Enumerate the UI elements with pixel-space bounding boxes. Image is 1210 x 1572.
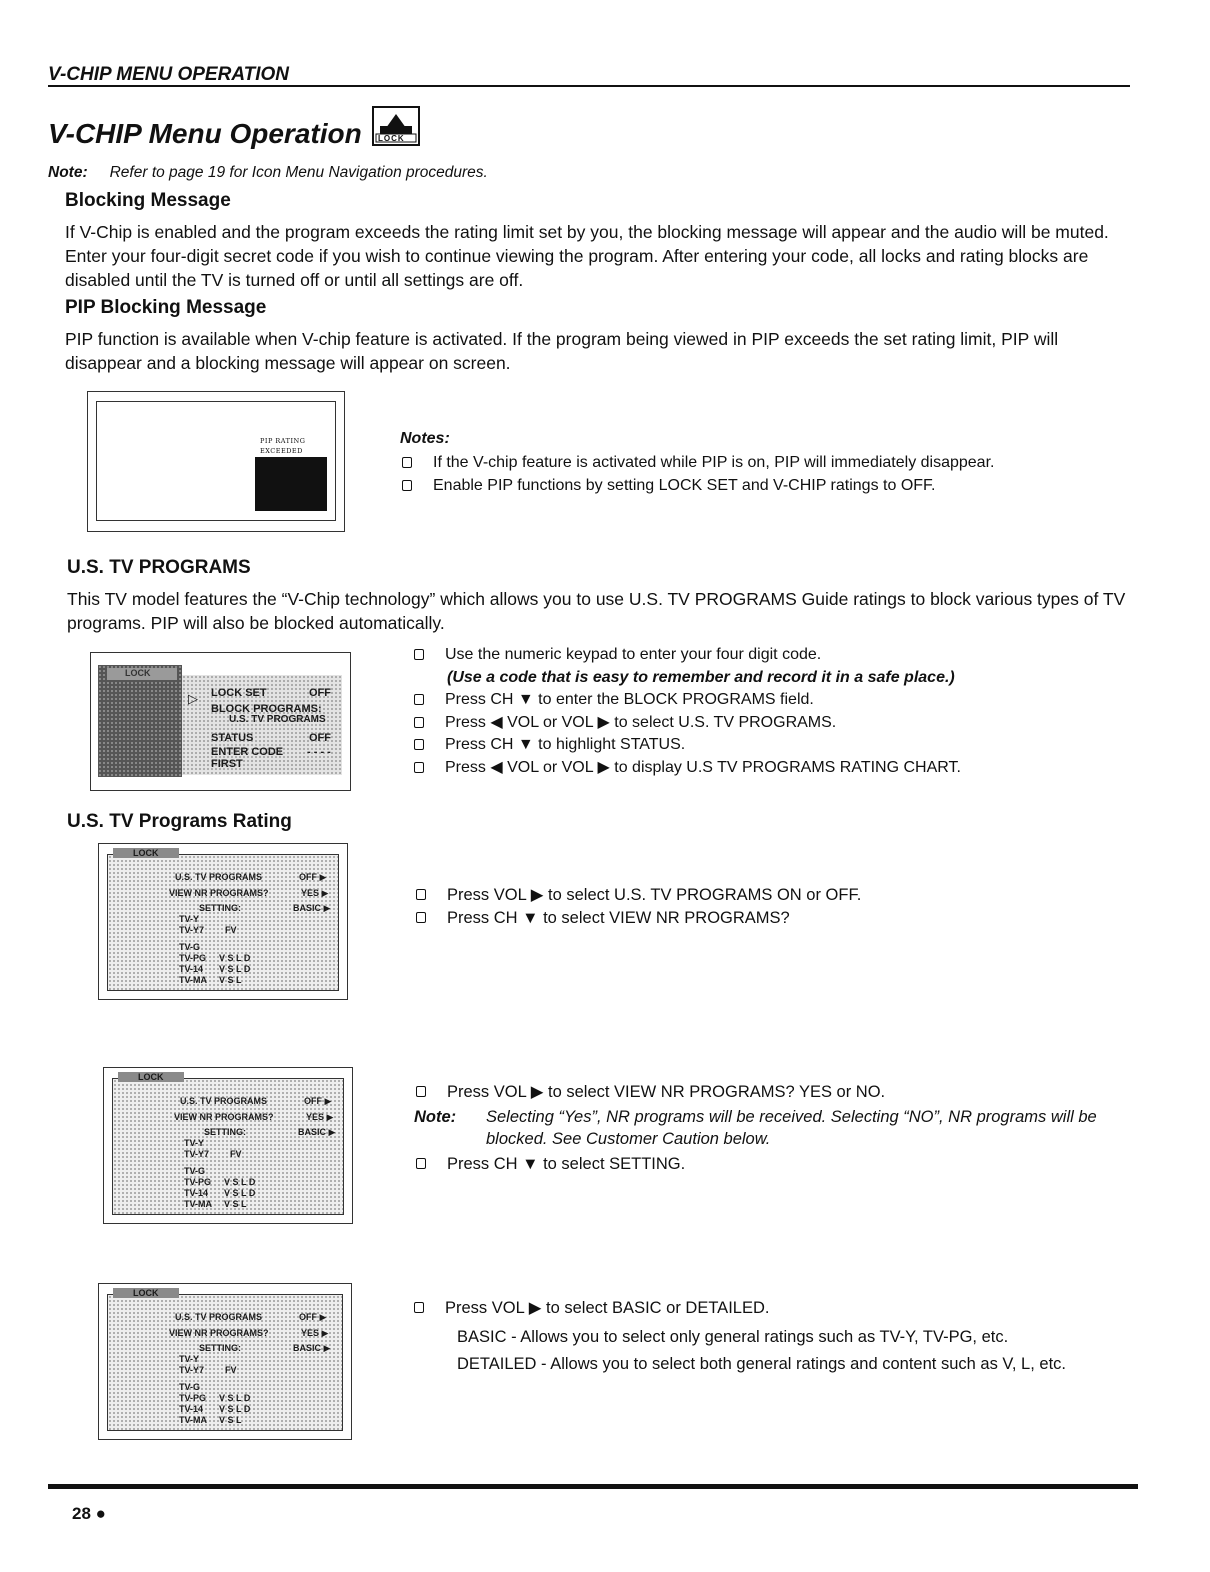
pip-rating-text: PIP RATING <box>260 437 306 445</box>
rating-menu-text: SETTING: <box>204 1127 246 1137</box>
rating-menu-text: FV <box>225 925 237 935</box>
list-item: Press VOL ▶ to select BASIC or DETAILED. <box>412 1297 1066 1320</box>
rating-menu-text: TV-PG <box>184 1177 212 1187</box>
rating-menu-text: TV-Y7 <box>179 925 205 935</box>
rating-menu-screenshot-3 <box>98 1283 352 1440</box>
nav-note <box>48 164 488 182</box>
rating-heading: U.S. TV Programs Rating <box>67 811 292 832</box>
section-header: V-CHIP MENU OPERATION <box>48 64 290 85</box>
nr-note: Note: Selecting “Yes”, NR programs will be received. Selecting “NO”, NR programs will be blocked. See Customer Caution below. <box>414 1107 1097 1148</box>
bullet-box-icon <box>414 739 424 750</box>
blocking-text: If V-Chip is enabled and the program exceeds the rating limit set by you, the blocking message will appear and the audio will be muted. Enter your four-digit secret code if you wish to continue viewing the program. After entering your code, all locks and rating blocks are disabled until the TV is turned off or until all settings are off. <box>65 222 1109 290</box>
rating-menu-text: TV-MA <box>179 975 207 985</box>
rating-menu-text: OFF ▶ <box>299 872 327 882</box>
menu-status-val: OFF <box>309 732 331 744</box>
menu-tab-lock: LOCK <box>107 668 177 680</box>
list-item: Press VOL ▶ to select U.S. TV PROGRAMS ON or OFF. <box>414 884 861 907</box>
rating-menu-text: FV <box>225 1365 237 1375</box>
rating-menu-text: BASIC ▶ <box>293 1343 331 1353</box>
rating-menu-text: TV-MA <box>179 1415 207 1425</box>
rating-menu-text: SETTING: <box>199 903 241 913</box>
list-item: Press CH ▼ to highlight STATUS. <box>412 734 961 757</box>
rating-menu-text: TV-14 <box>184 1188 209 1198</box>
rating-menu-text: TV-PG <box>179 1393 207 1403</box>
rating-menu-text: VIEW NR PROGRAMS? <box>169 1328 269 1338</box>
bullet-box-icon <box>402 457 412 468</box>
rating-menu-text: V S L <box>219 975 242 985</box>
rating-menu-tab-lock: LOCK <box>113 1288 179 1298</box>
bullet-box-icon <box>414 649 424 660</box>
rating-menu-screenshot-1 <box>98 843 348 1000</box>
rating-menu-text: YES ▶ <box>306 1112 334 1122</box>
bullet-box-icon <box>414 717 424 728</box>
rating-menu-text: V S L D <box>219 964 251 974</box>
rating-menu-text: OFF ▶ <box>304 1096 332 1106</box>
rating-menu-text: TV-G <box>179 942 201 952</box>
rating-menu-text: TV-MA <box>184 1199 212 1209</box>
list-item: Use the numeric keypad to enter your four digit code. <box>412 644 961 667</box>
blocking-heading: Blocking Message <box>65 190 231 211</box>
rating-menu-text: VIEW NR PROGRAMS? <box>174 1112 274 1122</box>
lock-menu-screenshot <box>90 652 351 791</box>
page-title: V-CHIP Menu Operation <box>48 118 362 149</box>
bullet-box-icon <box>414 694 424 705</box>
rating-menu-text: TV-14 <box>179 964 204 974</box>
list-item: Enable PIP functions by setting LOCK SET and V-CHIP ratings to OFF. <box>400 475 994 498</box>
lock-menu-icon <box>372 106 420 146</box>
bullet-box-icon <box>414 1302 424 1313</box>
rating-menu-text: OFF ▶ <box>299 1312 327 1322</box>
bullet-box-icon <box>416 912 426 923</box>
rating-menu-tab-lock: LOCK <box>113 848 179 858</box>
list-item: Press VOL ▶ to select VIEW NR PROGRAMS? YES or NO. <box>414 1081 1134 1104</box>
rating-menu-text: TV-Y7 <box>184 1149 210 1159</box>
rating-menu-text: SETTING: <box>199 1343 241 1353</box>
footer-rule <box>48 1484 1138 1489</box>
menu-enter-code-val: - - - - <box>307 746 331 758</box>
list-item: Press ◀ VOL or VOL ▶ to select U.S. TV PROGRAMS. <box>412 712 961 735</box>
menu-block-programs: BLOCK PROGRAMS: <box>211 703 322 715</box>
detailed-description: DETAILED - Allows you to select both general ratings and content such as V, L, etc. <box>457 1355 1067 1373</box>
rating-menu-text: U.S. TV PROGRAMS <box>175 872 263 882</box>
rating-menu-text: BASIC ▶ <box>298 1127 336 1137</box>
rating-menu-text: TV-Y <box>184 1138 205 1148</box>
rating-menu-text: V S L D <box>219 1404 251 1414</box>
rating-steps-3 <box>412 1297 1066 1376</box>
rating-steps-1 <box>414 884 861 929</box>
note-label: Note: <box>48 164 88 181</box>
us-tv-heading: U.S. TV PROGRAMS <box>67 557 251 578</box>
rating-menu-text: V S L <box>219 1415 242 1425</box>
bullet-box-icon <box>416 1086 426 1097</box>
page-number: 28 ● <box>72 1504 106 1523</box>
note-text: Refer to page 19 for Icon Menu Navigation procedures. <box>109 164 488 181</box>
list-item: Press CH ▼ to select VIEW NR PROGRAMS? <box>414 907 861 930</box>
rating-menu-text: V S L D <box>224 1188 256 1198</box>
rating-menu-text: BASIC ▶ <box>293 903 331 913</box>
rating-menu-text: TV-14 <box>179 1404 204 1414</box>
rating-menu-text: V S L <box>224 1199 247 1209</box>
pip-text: PIP function is available when V-chip feature is activated. If the program being viewed in PIP exceeds the set rating limit, PIP will disappear and a blocking message will appear on screen. <box>65 329 1059 373</box>
bullet-box-icon <box>402 480 412 491</box>
pip-heading: PIP Blocking Message <box>65 297 267 318</box>
bullet-box-icon <box>414 762 424 773</box>
rating-menu-text: FV <box>230 1149 242 1159</box>
code-hint: (Use a code that is easy to remember and record it in a safe place.) <box>447 668 955 686</box>
menu-pointer-icon: ▷ <box>188 691 198 706</box>
menu-block-programs-val: U.S. TV PROGRAMS <box>229 714 326 725</box>
rating-menu-text: YES ▶ <box>301 888 329 898</box>
pip-notes-list <box>400 452 994 497</box>
rating-menu-text: TV-G <box>179 1382 201 1392</box>
list-item: Press ◀ VOL or VOL ▶ to display U.S TV PROGRAMS RATING CHART. <box>412 757 961 780</box>
menu-sidebar <box>98 665 182 777</box>
pip-screen-illustration <box>87 391 345 532</box>
pip-exceeded-text: EXCEEDED <box>260 447 303 455</box>
rating-steps-2 <box>414 1081 1134 1175</box>
list-item: Press CH ▼ to enter the BLOCK PROGRAMS field. <box>412 689 961 712</box>
menu-lock-set-val: OFF <box>309 687 331 699</box>
bullet-box-icon <box>416 889 426 900</box>
rating-menu-tab-lock: LOCK <box>118 1072 184 1082</box>
rating-menu-screenshot-2 <box>103 1067 353 1224</box>
rating-menu-text: TV-Y7 <box>179 1365 205 1375</box>
us-tv-steps <box>412 644 961 779</box>
rating-menu-text: TV-G <box>184 1166 206 1176</box>
rating-menu-text: V S L D <box>219 1393 251 1403</box>
rating-menu-text: TV-Y <box>179 1354 200 1364</box>
basic-description: BASIC - Allows you to select only general ratings such as TV-Y, TV-PG, etc. <box>457 1327 1009 1346</box>
rating-menu-text: U.S. TV PROGRAMS <box>180 1096 268 1106</box>
bullet-box-icon <box>416 1158 426 1169</box>
pip-window <box>255 457 327 511</box>
rating-menu-text: YES ▶ <box>301 1328 329 1338</box>
pip-notes-heading: Notes: <box>400 430 450 447</box>
rating-menu-text: VIEW NR PROGRAMS? <box>169 888 269 898</box>
rating-menu-text: V S L D <box>224 1177 256 1187</box>
list-item: If the V-chip feature is activated while PIP is on, PIP will immediately disappear. <box>400 452 994 475</box>
rating-menu-text: TV-PG <box>179 953 207 963</box>
us-tv-text: This TV model features the “V-Chip technology” which allows you to use U.S. TV PROGRAMS Guide ratings to block various types of TV programs. PIP will also be blocked automatically. <box>67 589 1126 633</box>
rating-menu-text: U.S. TV PROGRAMS <box>175 1312 263 1322</box>
menu-lock-set: LOCK SET <box>211 687 267 699</box>
menu-status: STATUS <box>211 732 254 744</box>
menu-first: FIRST <box>211 758 243 770</box>
rating-menu-text: TV-Y <box>179 914 200 924</box>
header-rule <box>48 85 1130 87</box>
rating-menu-text: V S L D <box>219 953 251 963</box>
list-item: Press CH ▼ to select SETTING. <box>414 1153 1134 1176</box>
lock-icon-label: LOCK <box>378 134 405 143</box>
menu-enter-code: ENTER CODE <box>211 746 284 758</box>
